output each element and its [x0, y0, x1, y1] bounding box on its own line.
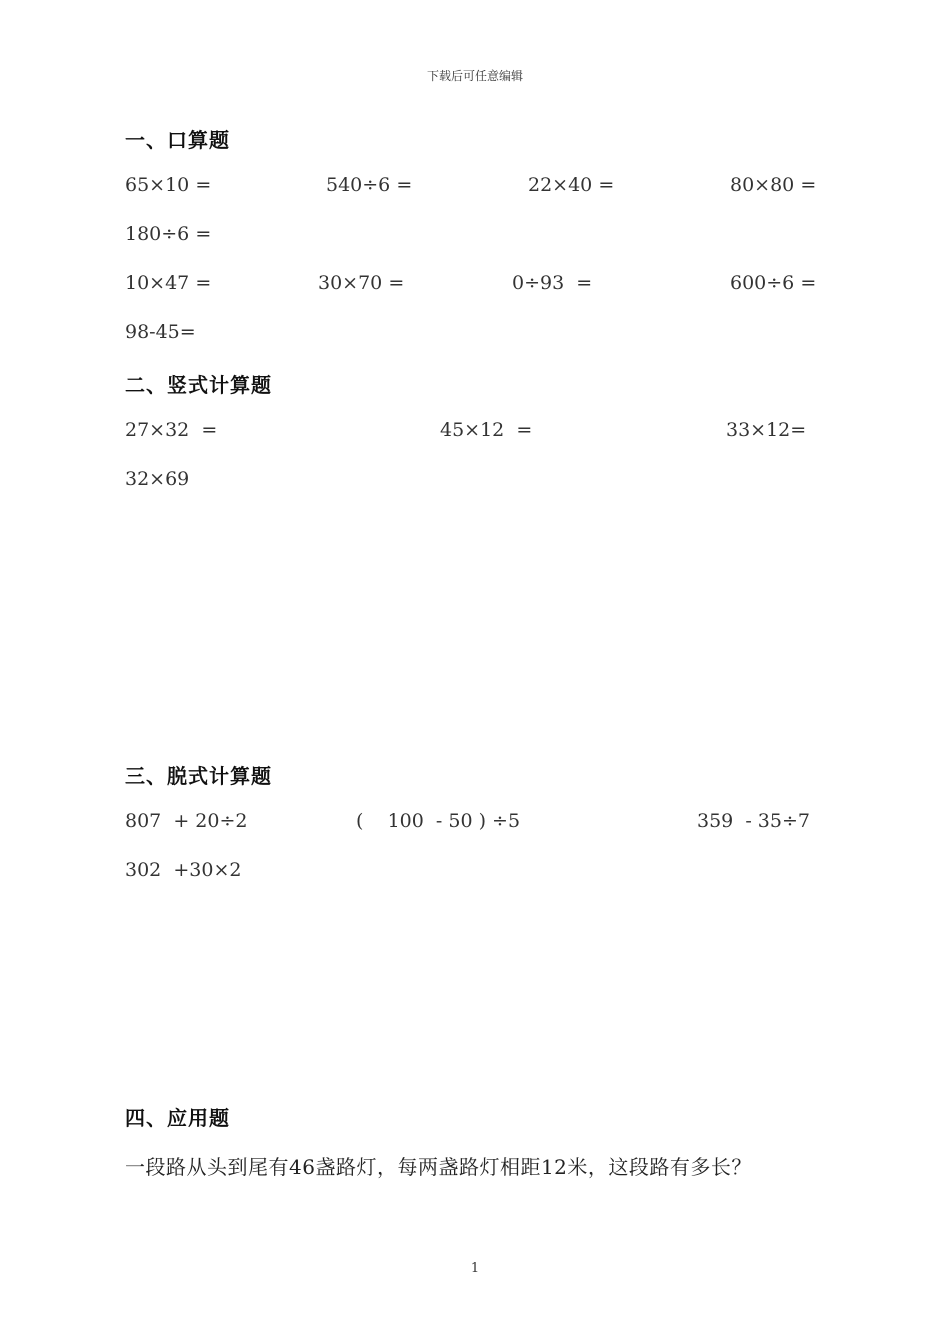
oral-problem: 180÷6 =: [125, 223, 212, 245]
oral-problem: 10×47 =: [125, 272, 212, 294]
vertical-problem: 27×32 =: [125, 419, 218, 441]
section-title-oral: 一、口算题: [125, 128, 230, 152]
vertical-problem: 45×12 =: [440, 419, 533, 441]
oral-problem: 98-45=: [125, 321, 196, 343]
oral-problem: 65×10 =: [125, 174, 212, 196]
oral-problem: 0÷93 =: [512, 272, 593, 294]
vertical-problem: 32×69: [125, 468, 190, 490]
oral-problem: 30×70 =: [318, 272, 405, 294]
section-title-application: 四、应用题: [125, 1106, 230, 1130]
oral-problem: 600÷6 =: [730, 272, 817, 294]
section-title-vertical: 二、竖式计算题: [125, 373, 272, 397]
application-problem: 一段路从头到尾有46盏路灯，每两盏路灯相距12米，这段路有多长？: [125, 1155, 752, 1179]
stepwise-problem: 302 +30×2: [125, 859, 242, 881]
stepwise-problem: 359 - 35÷7: [697, 810, 810, 832]
vertical-problem: 33×12=: [726, 419, 807, 441]
section-title-stepwise: 三、脱式计算题: [125, 764, 272, 788]
oral-problem: 540÷6 =: [326, 174, 413, 196]
oral-problem: 80×80 =: [730, 174, 817, 196]
page-header: 下载后可任意编辑: [426, 69, 523, 83]
oral-problem: 22×40 =: [528, 174, 615, 196]
stepwise-problem: ( 100 - 50 ) ÷5: [356, 810, 521, 832]
page-number: 1: [470, 1261, 480, 1276]
stepwise-problem: 807 + 20÷2: [125, 810, 248, 832]
